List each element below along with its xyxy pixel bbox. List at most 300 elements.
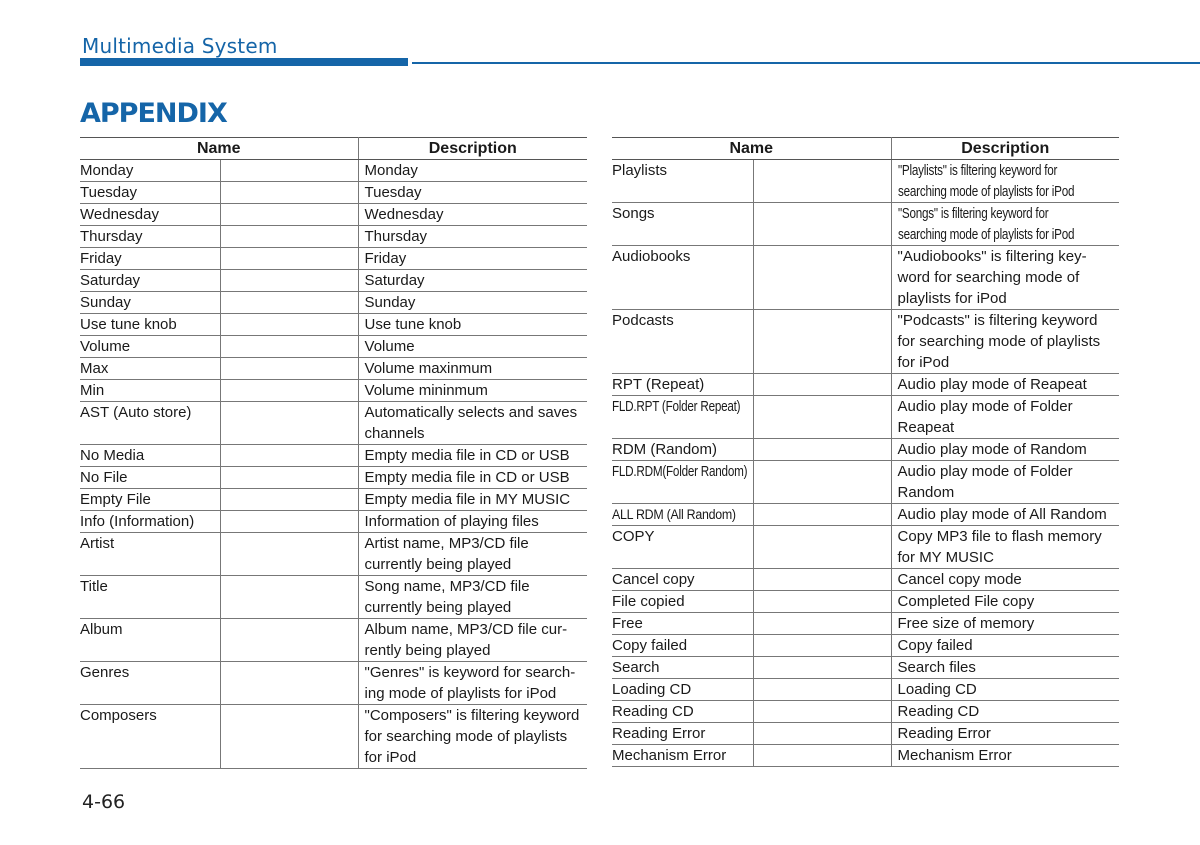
description-line: [365, 336, 588, 357]
name-text: No Media: [80, 447, 145, 464]
cell-name: [612, 246, 753, 310]
description-line: [365, 270, 588, 291]
description-line: [898, 569, 1120, 590]
header-rule-thick: [80, 58, 408, 66]
cell-name: [612, 374, 753, 396]
cell-name: [80, 380, 220, 402]
cell-description: [358, 314, 587, 336]
description-line: [365, 467, 588, 488]
cell-spacer: [220, 292, 358, 314]
name-text: Volume: [80, 338, 131, 355]
description-line: [898, 374, 1120, 395]
cell-name: [80, 445, 220, 467]
description-text: "Audiobooks" is filtering key-: [897, 248, 1087, 265]
description-line: [898, 635, 1120, 656]
description-text: Copy MP3 file to flash memory: [897, 528, 1102, 545]
description-text: rently being played: [364, 642, 491, 659]
name-text: Empty File: [80, 491, 151, 508]
cell-description: [891, 526, 1119, 569]
description-line: [898, 352, 1120, 373]
cell-spacer: [220, 182, 358, 204]
cell-spacer: [220, 160, 358, 182]
cell-description: [358, 705, 587, 769]
name-text: AST (Auto store): [80, 404, 192, 421]
description-line: [898, 482, 1120, 503]
name-text: Reading CD: [612, 703, 694, 720]
description-text: word for searching mode of: [897, 269, 1080, 286]
description-line: [898, 246, 1120, 267]
table-row: [80, 336, 587, 358]
description-line: [365, 314, 588, 335]
column-header-description: Description: [358, 138, 587, 160]
cell-description: [891, 160, 1119, 203]
cell-name: [80, 467, 220, 489]
cell-description: [891, 701, 1119, 723]
cell-name: [612, 657, 753, 679]
description-text: Reading CD: [897, 703, 980, 720]
cell-description: [358, 226, 587, 248]
description-line: [365, 619, 588, 640]
cell-name: [612, 679, 753, 701]
cell-description: [358, 182, 587, 204]
cell-name: [80, 270, 220, 292]
name-text: Reading Error: [612, 725, 706, 742]
cell-spacer: [753, 613, 891, 635]
cell-spacer: [220, 402, 358, 445]
description-text: for MY MUSIC: [897, 549, 994, 566]
cell-description: [891, 635, 1119, 657]
name-text: FLD.RDM(Folder Random): [612, 463, 748, 480]
name-text: FLD.RPT (Folder Repeat): [612, 398, 741, 415]
description-text: Audio play mode of Folder: [897, 463, 1073, 480]
name-text: Album: [80, 621, 123, 638]
cell-description: [891, 613, 1119, 635]
table-row: [612, 160, 1119, 203]
description-line: [898, 417, 1120, 438]
description-line: [365, 489, 588, 510]
cell-name: [80, 226, 220, 248]
name-text: Genres: [80, 664, 130, 681]
description-line: [365, 511, 588, 532]
description-line: [898, 723, 1120, 744]
table-row: [612, 246, 1119, 310]
description-text: "Genres" is keyword for search-: [364, 664, 576, 681]
name-text: Saturday: [80, 272, 141, 289]
description-text: for searching mode of playlists: [364, 728, 568, 745]
table-row: [80, 292, 587, 314]
cell-description: [358, 358, 587, 380]
description-line: [365, 445, 588, 466]
table-row: [80, 380, 587, 402]
name-text: File copied: [612, 593, 685, 610]
description-text: Monday: [364, 162, 418, 179]
cell-description: [358, 248, 587, 270]
description-line: [365, 554, 588, 575]
table-row: [80, 248, 587, 270]
description-line: [898, 504, 1120, 525]
cell-description: [358, 511, 587, 533]
description-line: [365, 683, 588, 704]
table-row: [612, 396, 1119, 439]
cell-name: [612, 310, 753, 374]
table-row: [80, 662, 587, 705]
table-row: [612, 569, 1119, 591]
cell-spacer: [753, 526, 891, 569]
table-row: [80, 270, 587, 292]
table-row: [612, 203, 1119, 246]
cell-name: [612, 569, 753, 591]
cell-description: [891, 657, 1119, 679]
cell-name: [80, 358, 220, 380]
cell-description: [358, 270, 587, 292]
cell-description: [358, 533, 587, 576]
cell-name: [80, 336, 220, 358]
cell-spacer: [753, 310, 891, 374]
description-text: Information of playing files: [364, 513, 539, 530]
cell-description: [358, 336, 587, 358]
appendix-table-right: [612, 137, 1119, 767]
name-text: Info (Information): [80, 513, 195, 530]
cell-name: [80, 619, 220, 662]
table-row: [80, 358, 587, 380]
description-line: [898, 203, 1120, 224]
description-line: [898, 396, 1120, 417]
cell-spacer: [753, 745, 891, 767]
table-row: [80, 160, 587, 182]
name-text: Cancel copy: [612, 571, 695, 588]
table-row: [80, 576, 587, 619]
table-row: [80, 445, 587, 467]
table-row: [80, 705, 587, 769]
name-text: Max: [80, 360, 109, 377]
cell-spacer: [753, 439, 891, 461]
name-text: Search: [612, 659, 660, 676]
cell-description: [358, 160, 587, 182]
cell-name: [612, 745, 753, 767]
description-line: [898, 679, 1120, 700]
description-text: Reapeat: [897, 419, 955, 436]
cell-description: [891, 723, 1119, 745]
name-text: Wednesday: [80, 206, 159, 223]
description-text: Loading CD: [897, 681, 977, 698]
table-row: [80, 467, 587, 489]
cell-name: [80, 489, 220, 511]
table-row: [80, 533, 587, 576]
table-row: [612, 374, 1119, 396]
table-row: [612, 679, 1119, 701]
description-text: playlists for iPod: [897, 290, 1007, 307]
cell-spacer: [753, 203, 891, 246]
cell-description: [891, 504, 1119, 526]
table-row: [612, 701, 1119, 723]
column-header-name: Name: [80, 138, 358, 160]
cell-description: [358, 576, 587, 619]
header-rule-thin: [412, 62, 1200, 64]
cell-description: [358, 380, 587, 402]
table-row: [80, 619, 587, 662]
description-text: for iPod: [364, 749, 417, 766]
description-text: searching mode of playlists for iPod: [897, 226, 1074, 243]
cell-description: [891, 461, 1119, 504]
table-row: [80, 182, 587, 204]
cell-spacer: [220, 358, 358, 380]
description-text: Mechanism Error: [897, 747, 1012, 764]
description-line: [898, 591, 1120, 612]
cell-description: [891, 569, 1119, 591]
cell-name: [80, 248, 220, 270]
description-text: Free size of memory: [897, 615, 1035, 632]
cell-spacer: [220, 467, 358, 489]
cell-name: [612, 591, 753, 613]
description-text: Album name, MP3/CD file cur-: [364, 621, 568, 638]
description-line: [898, 160, 1120, 181]
cell-description: [358, 619, 587, 662]
description-line: [365, 358, 588, 379]
cell-spacer: [753, 569, 891, 591]
column-header-name: Name: [612, 138, 891, 160]
table-header-row: [612, 138, 1119, 160]
name-text: Copy failed: [612, 637, 688, 654]
appendix-table-left: [80, 137, 587, 769]
cell-name: [80, 182, 220, 204]
cell-name: [80, 402, 220, 445]
cell-spacer: [220, 204, 358, 226]
description-line: [898, 267, 1120, 288]
cell-description: [891, 439, 1119, 461]
description-text: "Songs" is filtering keyword for: [897, 205, 1048, 222]
name-text: Podcasts: [612, 312, 674, 329]
table-row: [612, 723, 1119, 745]
cell-description: [358, 445, 587, 467]
table-row: [80, 314, 587, 336]
description-text: Volume maxinmum: [364, 360, 493, 377]
description-line: [365, 640, 588, 661]
description-text: channels: [364, 425, 425, 442]
name-text: Title: [80, 578, 108, 595]
description-text: "Podcasts" is filtering keyword: [897, 312, 1098, 329]
name-text: Monday: [80, 162, 134, 179]
description-text: Saturday: [364, 272, 425, 289]
cell-description: [891, 246, 1119, 310]
cell-description: [891, 679, 1119, 701]
cell-spacer: [220, 380, 358, 402]
name-text: Friday: [80, 250, 122, 267]
cell-spacer: [220, 248, 358, 270]
description-text: Empty media file in CD or USB: [364, 447, 570, 464]
cell-name: [80, 662, 220, 705]
cell-description: [891, 203, 1119, 246]
page-title: APPENDIX: [80, 98, 227, 129]
cell-description: [358, 662, 587, 705]
table-row: [612, 439, 1119, 461]
description-line: [365, 402, 588, 423]
description-text: Search files: [897, 659, 976, 676]
cell-spacer: [220, 445, 358, 467]
cell-spacer: [753, 396, 891, 439]
cell-spacer: [220, 511, 358, 533]
description-text: Thursday: [364, 228, 428, 245]
cell-spacer: [753, 701, 891, 723]
cell-spacer: [753, 635, 891, 657]
cell-name: [80, 705, 220, 769]
cell-name: [612, 701, 753, 723]
cell-name: [80, 314, 220, 336]
cell-spacer: [220, 226, 358, 248]
description-text: searching mode of playlists for iPod: [897, 183, 1074, 200]
page-number: 4-66: [82, 791, 126, 813]
name-text: Min: [80, 382, 105, 399]
description-line: [365, 533, 588, 554]
description-line: [365, 160, 588, 181]
description-text: Reading Error: [897, 725, 991, 742]
cell-description: [891, 591, 1119, 613]
description-line: [898, 224, 1120, 245]
description-line: [365, 204, 588, 225]
description-text: Song name, MP3/CD file: [364, 578, 530, 595]
description-line: [898, 701, 1120, 722]
description-line: [365, 380, 588, 401]
cell-spacer: [220, 705, 358, 769]
table-row: [612, 526, 1119, 569]
cell-description: [358, 402, 587, 445]
description-text: Audio play mode of Folder: [897, 398, 1073, 415]
description-text: Wednesday: [364, 206, 444, 223]
name-text: Mechanism Error: [612, 747, 727, 764]
description-text: Copy failed: [897, 637, 973, 654]
cell-spacer: [753, 374, 891, 396]
cell-description: [358, 489, 587, 511]
table-row: [80, 402, 587, 445]
description-text: Cancel copy mode: [897, 571, 1022, 588]
description-text: ing mode of playlists for iPod: [364, 685, 557, 702]
cell-spacer: [220, 489, 358, 511]
column-header-description: Description: [891, 138, 1119, 160]
description-line: [365, 705, 588, 726]
description-text: Audio play mode of Reapeat: [897, 376, 1087, 393]
description-line: [898, 657, 1120, 678]
cell-name: [80, 292, 220, 314]
description-text: Audio play mode of Random: [897, 441, 1087, 458]
cell-name: [80, 576, 220, 619]
cell-spacer: [753, 723, 891, 745]
name-text: RDM (Random): [612, 441, 718, 458]
cell-spacer: [220, 533, 358, 576]
description-text: currently being played: [364, 599, 512, 616]
description-text: for iPod: [897, 354, 950, 371]
table-header-row: [80, 138, 587, 160]
description-line: [898, 181, 1120, 202]
description-text: "Playlists" is filtering keyword for: [897, 162, 1057, 179]
description-text: Use tune knob: [364, 316, 462, 333]
name-text: Playlists: [612, 162, 668, 179]
description-text: Automatically selects and saves: [364, 404, 578, 421]
description-text: Friday: [364, 250, 407, 267]
cell-name: [612, 461, 753, 504]
description-text: Empty media file in CD or USB: [364, 469, 570, 486]
description-text: Random: [897, 484, 955, 501]
cell-name: [612, 160, 753, 203]
description-line: [365, 726, 588, 747]
description-text: for searching mode of playlists: [897, 333, 1101, 350]
cell-description: [358, 204, 587, 226]
name-text: Free: [612, 615, 643, 632]
description-line: [898, 439, 1120, 460]
cell-description: [891, 396, 1119, 439]
name-text: COPY: [612, 528, 655, 545]
cell-name: [612, 504, 753, 526]
table-row: [80, 226, 587, 248]
description-line: [365, 576, 588, 597]
name-text: RPT (Repeat): [612, 376, 705, 393]
cell-name: [612, 526, 753, 569]
cell-name: [612, 396, 753, 439]
description-text: Empty media file in MY MUSIC: [364, 491, 571, 508]
cell-spacer: [220, 314, 358, 336]
cell-spacer: [220, 662, 358, 705]
description-line: [365, 662, 588, 683]
name-text: Composers: [80, 707, 157, 724]
cell-spacer: [753, 504, 891, 526]
cell-spacer: [753, 160, 891, 203]
table-row: [612, 745, 1119, 767]
name-text: Artist: [80, 535, 115, 552]
cell-spacer: [220, 336, 358, 358]
cell-name: [80, 204, 220, 226]
cell-name: [612, 613, 753, 635]
description-line: [365, 747, 588, 768]
cell-spacer: [220, 270, 358, 292]
description-text: Audio play mode of All Random: [897, 506, 1107, 523]
name-text: Tuesday: [80, 184, 137, 201]
description-line: [898, 331, 1120, 352]
table-row: [612, 504, 1119, 526]
description-line: [365, 597, 588, 618]
section-header: Multimedia System: [82, 34, 278, 58]
description-line: [365, 226, 588, 247]
name-text: No File: [80, 469, 128, 486]
description-line: [365, 423, 588, 444]
description-text: Volume: [364, 338, 415, 355]
description-text: Completed File copy: [897, 593, 1035, 610]
description-line: [898, 310, 1120, 331]
description-line: [898, 547, 1120, 568]
table-row: [80, 489, 587, 511]
description-line: [365, 292, 588, 313]
description-line: [365, 182, 588, 203]
description-line: [898, 288, 1120, 309]
cell-name: [612, 635, 753, 657]
description-text: Artist name, MP3/CD file: [364, 535, 529, 552]
description-text: Tuesday: [364, 184, 422, 201]
cell-name: [612, 723, 753, 745]
table-row: [80, 511, 587, 533]
cell-spacer: [220, 619, 358, 662]
cell-description: [891, 745, 1119, 767]
cell-name: [612, 203, 753, 246]
description-text: "Composers" is filtering keyword: [364, 707, 580, 724]
description-text: currently being played: [364, 556, 512, 573]
cell-spacer: [753, 657, 891, 679]
cell-description: [891, 310, 1119, 374]
description-line: [898, 613, 1120, 634]
description-line: [898, 745, 1120, 766]
cell-name: [612, 439, 753, 461]
name-text: Thursday: [80, 228, 143, 245]
cell-name: [80, 160, 220, 182]
name-text: Use tune knob: [80, 316, 177, 333]
cell-spacer: [753, 461, 891, 504]
table-row: [612, 635, 1119, 657]
